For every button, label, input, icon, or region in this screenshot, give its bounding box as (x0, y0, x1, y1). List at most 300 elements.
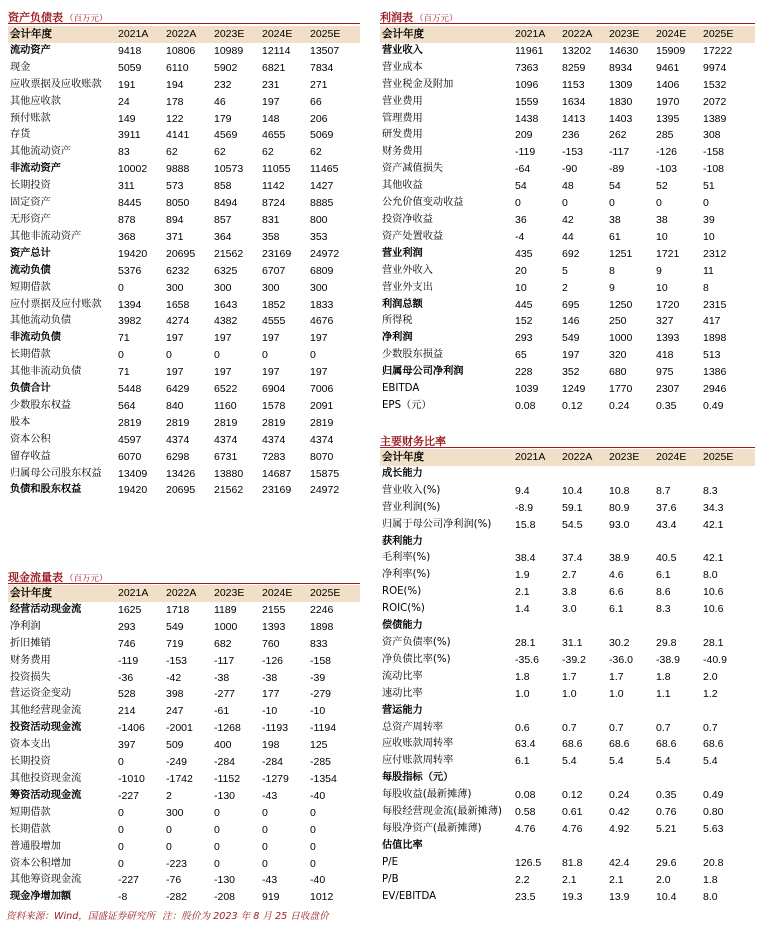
row-label: 总资产周转率 (382, 721, 444, 733)
row-value: 21562 (214, 484, 244, 497)
row-value (562, 618, 609, 635)
row-value: 1578 (262, 399, 286, 412)
row-label: 财务费用 (382, 146, 423, 158)
row-label: 少数股东损益 (382, 349, 444, 361)
row-value: 37.6 (656, 501, 677, 514)
row-value: 1142 (262, 180, 285, 193)
row-value: 20.8 (703, 856, 724, 869)
table-row (380, 229, 755, 246)
table-row (380, 686, 755, 703)
row-value: 15.8 (515, 518, 536, 531)
row-value: 0 (118, 756, 124, 769)
row-label: 无形资产 (10, 213, 51, 225)
row-value: 197 (262, 332, 280, 345)
row-value: 38 (656, 213, 668, 226)
row-value: 1403 (609, 112, 633, 125)
row-value: 1406 (656, 78, 680, 91)
row-value: 5.4 (609, 755, 624, 768)
row-value: -130 (214, 789, 236, 802)
row-value: 1658 (166, 298, 190, 311)
row-value: 5.4 (703, 755, 718, 768)
table-row (380, 246, 755, 263)
row-value: 0 (166, 840, 172, 853)
row-label: 流动比率 (382, 670, 423, 682)
table-row (380, 736, 755, 753)
row-value: 10.4 (562, 484, 583, 497)
row-value: -153 (562, 146, 584, 159)
row-value: 6731 (214, 450, 238, 463)
row-value: 5376 (118, 264, 142, 277)
row-value: 1833 (310, 298, 334, 311)
header-year: 2021A (515, 449, 562, 466)
income-statement-panel (380, 6, 755, 416)
table-row (380, 483, 755, 500)
table-row (380, 872, 755, 889)
row-value: 371 (166, 230, 184, 243)
row-value: 1309 (609, 78, 633, 91)
row-value: 2819 (262, 416, 286, 429)
table-row (380, 669, 755, 686)
row-label: 其他筹资现金流 (10, 874, 82, 886)
row-value: 68.6 (562, 738, 583, 751)
row-value: -1279 (262, 772, 289, 785)
row-value: 5059 (118, 61, 142, 74)
row-value: -4 (515, 230, 525, 243)
row-value (656, 703, 703, 720)
row-value: 7006 (310, 383, 334, 396)
row-value: 13880 (214, 467, 244, 480)
row-label: 资本公积增加 (10, 857, 72, 869)
row-value: 0.58 (515, 806, 536, 819)
row-value: -119 (515, 146, 536, 159)
row-value: 1.1 (656, 687, 671, 700)
row-value: 80.9 (609, 501, 630, 514)
row-value: 10.6 (703, 603, 724, 616)
row-value: 1625 (118, 603, 142, 616)
row-value: 840 (166, 399, 184, 412)
row-value: -277 (214, 688, 236, 701)
row-label: 管理费用 (382, 112, 423, 124)
row-value: 1643 (214, 298, 238, 311)
row-value: 1000 (214, 620, 238, 633)
row-value: -36 (118, 671, 134, 684)
footer-note (6, 908, 333, 922)
row-value: 1970 (656, 95, 680, 108)
table-row (8, 144, 360, 161)
header-year: 2024E (656, 26, 703, 43)
row-value: 1413 (562, 112, 586, 125)
row-value: 7834 (310, 61, 334, 74)
table-row (8, 653, 360, 670)
row-value: 2819 (214, 416, 238, 429)
row-value: 4676 (310, 315, 334, 328)
row-value: 1160 (214, 399, 237, 412)
row-value: 152 (515, 315, 533, 328)
row-value: 23.5 (515, 890, 536, 903)
table-row (380, 60, 755, 77)
row-value: 1438 (515, 112, 539, 125)
row-value: 10.4 (656, 890, 677, 903)
row-label: 折旧摊销 (10, 637, 51, 649)
row-value: 573 (166, 180, 184, 193)
row-value: 21562 (214, 247, 244, 260)
row-label: 财务费用 (10, 654, 51, 666)
row-value: 1720 (656, 298, 680, 311)
row-label: 长期投资 (10, 180, 51, 192)
row-value: -40 (310, 789, 326, 802)
row-value: 6.6 (609, 586, 624, 599)
row-label: 负债合计 (10, 383, 51, 395)
row-label: 公允价值变动收益 (382, 197, 464, 209)
cash-flow-title: 现金流量表 （百万元） (8, 571, 108, 584)
row-value: 71 (118, 332, 130, 345)
row-value: -42 (166, 671, 182, 684)
table-row (380, 77, 755, 94)
row-value: 42.1 (703, 552, 724, 565)
table-row (8, 805, 360, 822)
row-value: 8445 (118, 197, 142, 210)
row-value: 0 (118, 806, 124, 819)
table-row (8, 872, 360, 889)
row-value: 0 (609, 197, 615, 210)
balance-sheet-table (8, 26, 360, 499)
row-value: 6821 (262, 61, 286, 74)
row-value: 9461 (656, 61, 680, 74)
row-value: -10 (262, 705, 278, 718)
row-value: 63.4 (515, 738, 536, 751)
row-value: 0 (262, 857, 268, 870)
row-value: 31.1 (562, 636, 583, 649)
row-value (515, 534, 562, 551)
table-row (8, 466, 360, 483)
row-value: 4597 (118, 433, 142, 446)
row-value: 197 (166, 366, 184, 379)
row-value: 197 (214, 366, 232, 379)
header-year: 2025E (703, 26, 755, 43)
row-value (609, 703, 656, 720)
row-value: 300 (310, 281, 328, 294)
row-value: -1152 (214, 772, 241, 785)
row-value: 68.6 (656, 738, 677, 751)
table-header-row (380, 26, 755, 43)
row-value: 1.0 (609, 687, 624, 700)
row-value: 10 (656, 230, 668, 243)
row-value: 5.21 (656, 822, 677, 835)
row-value: 0 (214, 840, 220, 853)
row-value: 42.4 (609, 856, 630, 869)
row-value: 308 (703, 129, 721, 142)
row-value: 146 (562, 315, 580, 328)
row-value: 209 (515, 129, 533, 142)
row-label: 获利能力 (382, 535, 423, 547)
row-value: -285 (310, 756, 332, 769)
row-value: -279 (310, 688, 332, 701)
row-value: -8 (118, 891, 128, 904)
row-value: 0 (310, 840, 316, 853)
row-label: 投资损失 (10, 671, 51, 683)
row-value: 8724 (262, 197, 286, 210)
header-year: 2022A (166, 585, 214, 602)
table-row (380, 195, 755, 212)
row-label: P/E (382, 856, 399, 868)
row-value: 7283 (262, 450, 286, 463)
row-value: 0 (118, 281, 124, 294)
row-value: -89 (609, 163, 625, 176)
row-value: -153 (166, 654, 188, 667)
header-year: 2021A (515, 26, 562, 43)
row-value: 12114 (262, 44, 291, 57)
row-value: 358 (262, 230, 280, 243)
row-value: 40.5 (656, 552, 677, 565)
row-value: 2072 (703, 95, 727, 108)
table-row (380, 567, 755, 584)
row-label: ROIC(%) (382, 603, 425, 615)
row-value: 2.1 (609, 873, 624, 886)
row-value: 1.8 (656, 670, 671, 683)
row-label: 资产处置收益 (382, 230, 444, 242)
row-value: 13202 (562, 44, 592, 57)
row-value (703, 466, 755, 483)
row-label: 净利润 (10, 620, 41, 632)
row-value: -10 (310, 705, 326, 718)
row-value: 197 (562, 349, 580, 362)
row-value: 1389 (703, 112, 727, 125)
row-value: -40.9 (703, 653, 727, 666)
row-value: -227 (118, 874, 140, 887)
row-label: 其他投资现金流 (10, 772, 82, 784)
row-value: 2307 (656, 383, 680, 396)
row-label: 普通股增加 (10, 840, 61, 852)
row-value: 1251 (609, 247, 633, 260)
row-value: 231 (262, 78, 280, 91)
row-label: 营业利润 (382, 247, 423, 259)
balance-sheet-title: 资产负债表 （百万元） (8, 11, 108, 24)
row-value: 549 (562, 332, 580, 345)
row-value: -64 (515, 163, 531, 176)
row-value (562, 703, 609, 720)
row-value: -1354 (310, 772, 337, 785)
row-label: 资产总计 (10, 247, 51, 259)
row-value: 894 (166, 213, 184, 226)
row-label: 营运能力 (382, 704, 423, 716)
row-value (562, 838, 609, 855)
row-value: 54.5 (562, 518, 583, 531)
row-value: -35.6 (515, 653, 539, 666)
row-value: 0.24 (609, 789, 630, 802)
row-value (656, 466, 703, 483)
table-row (380, 161, 755, 178)
row-value: 206 (310, 112, 328, 125)
row-value: 2.0 (656, 873, 671, 886)
row-value: 4555 (262, 315, 286, 328)
row-value: 68.6 (609, 738, 630, 751)
row-value: 1634 (562, 95, 586, 108)
row-value: 0 (214, 823, 220, 836)
row-label: 营业外收入 (382, 264, 433, 276)
row-value: 2946 (703, 383, 727, 396)
row-value: -119 (118, 654, 139, 667)
row-value: 3911 (118, 129, 141, 142)
row-label: 应付票据及应付账款 (10, 298, 102, 310)
row-label: 股本 (10, 416, 31, 428)
row-value: 0.08 (515, 789, 536, 802)
table-row (8, 212, 360, 229)
row-value: 2.2 (515, 873, 530, 886)
row-value: -108 (703, 163, 725, 176)
row-label: 估值比率 (382, 839, 423, 851)
row-value: 2819 (310, 416, 334, 429)
table-row (380, 550, 755, 567)
table-row (8, 619, 360, 636)
table-row (380, 313, 755, 330)
row-value: 6325 (214, 264, 238, 277)
row-value (609, 618, 656, 635)
row-value: 4655 (262, 129, 286, 142)
table-row (380, 144, 755, 161)
table-row (8, 602, 360, 619)
row-value: -249 (166, 756, 188, 769)
row-value: -158 (703, 146, 725, 159)
row-value: 51 (703, 180, 715, 193)
table-row (8, 822, 360, 839)
row-value: 682 (214, 637, 232, 650)
row-value: -117 (609, 146, 630, 159)
row-value: 1.0 (515, 687, 530, 700)
row-value: 0 (166, 349, 172, 362)
financial-ratios-table (380, 449, 755, 905)
row-value: 0 (262, 349, 268, 362)
row-value: 311 (118, 180, 135, 193)
row-value: 300 (166, 806, 184, 819)
row-value: 445 (515, 298, 533, 311)
table-row (380, 804, 755, 821)
table-row (380, 855, 755, 872)
row-value: 10.6 (703, 586, 724, 599)
row-value: 13507 (310, 44, 340, 57)
row-label: 资本支出 (10, 739, 51, 751)
footer-source: 资料来源：Wind，国盛证券研究所 (6, 911, 156, 922)
row-value: 1.8 (703, 873, 718, 886)
row-label: 其他流动资产 (10, 146, 72, 158)
row-label: 现金净增加额 (10, 891, 72, 903)
row-value (515, 466, 562, 483)
row-label: 流动负债 (10, 264, 51, 276)
table-row (8, 229, 360, 246)
row-value: -1193 (262, 722, 289, 735)
row-value: 5 (562, 264, 568, 277)
row-value: 11 (703, 264, 714, 277)
row-label: 营业收入 (382, 44, 423, 56)
row-value: 1189 (214, 603, 237, 616)
table-row (8, 398, 360, 415)
row-label: 经营活动现金流 (10, 603, 82, 615)
row-value: 122 (166, 112, 184, 125)
row-value: 975 (656, 366, 674, 379)
row-value: 8.3 (656, 603, 671, 616)
row-value: 1721 (656, 247, 680, 260)
table-row (8, 670, 360, 687)
row-value: 1770 (609, 383, 633, 396)
row-value (609, 838, 656, 855)
row-value (562, 466, 609, 483)
row-value: 919 (262, 891, 280, 904)
row-value: 4382 (214, 315, 238, 328)
table-header-row (8, 585, 360, 602)
row-label: 少数股东权益 (10, 399, 72, 411)
row-value: 197 (310, 366, 328, 379)
table-row (380, 466, 755, 483)
row-value: 435 (515, 247, 533, 260)
row-value: 36 (515, 213, 527, 226)
row-value: -39 (310, 671, 326, 684)
row-value: 191 (118, 78, 136, 91)
row-value: 0 (118, 840, 124, 853)
row-value: 28.1 (703, 636, 724, 649)
row-value: 2 (562, 281, 568, 294)
row-label: 负债和股东权益 (10, 484, 82, 496)
row-label: 其他应收款 (10, 95, 61, 107)
row-label: 研发费用 (382, 129, 423, 141)
row-value: 1395 (656, 112, 680, 125)
row-value: 11465 (310, 163, 339, 176)
table-row (8, 297, 360, 314)
row-value: 20695 (166, 247, 196, 260)
row-value: 8070 (310, 450, 334, 463)
row-value: -43 (262, 874, 278, 887)
row-value: 0.6 (515, 721, 530, 734)
row-value: 680 (609, 366, 627, 379)
row-value: 34.3 (703, 501, 724, 514)
row-value: 236 (562, 129, 580, 142)
table-row (8, 280, 360, 297)
table-row (8, 737, 360, 754)
table-row (8, 111, 360, 128)
row-value: 3.8 (562, 586, 577, 599)
table-row (380, 787, 755, 804)
row-value: 2819 (166, 416, 190, 429)
row-value: 4374 (166, 433, 190, 446)
row-value: 15875 (310, 467, 340, 480)
row-label: 流动资产 (10, 44, 51, 56)
row-value: 38.9 (609, 552, 630, 565)
row-value: -158 (310, 654, 332, 667)
table-header-row (8, 26, 360, 43)
row-value: 2.7 (562, 569, 577, 582)
table-row (380, 770, 755, 787)
row-value: -38.9 (656, 653, 680, 666)
row-value: 42 (562, 213, 574, 226)
row-label: 短期借款 (10, 281, 51, 293)
row-label: 其他收益 (382, 180, 423, 192)
table-row (380, 381, 755, 398)
header-year: 2021A (118, 585, 166, 602)
row-value: 0.24 (609, 399, 630, 412)
row-value (609, 770, 656, 787)
row-value (562, 534, 609, 551)
table-row (380, 517, 755, 534)
row-value: 0 (656, 197, 662, 210)
row-value: 0.35 (656, 789, 677, 802)
row-value: -90 (562, 163, 578, 176)
table-row (8, 347, 360, 364)
row-value: 42.1 (703, 518, 724, 531)
row-value: 1830 (609, 95, 633, 108)
row-value: 0.61 (562, 806, 583, 819)
table-row (380, 703, 755, 720)
row-value: 1386 (703, 366, 727, 379)
row-label: 短期借款 (10, 806, 51, 818)
table-row (8, 720, 360, 737)
